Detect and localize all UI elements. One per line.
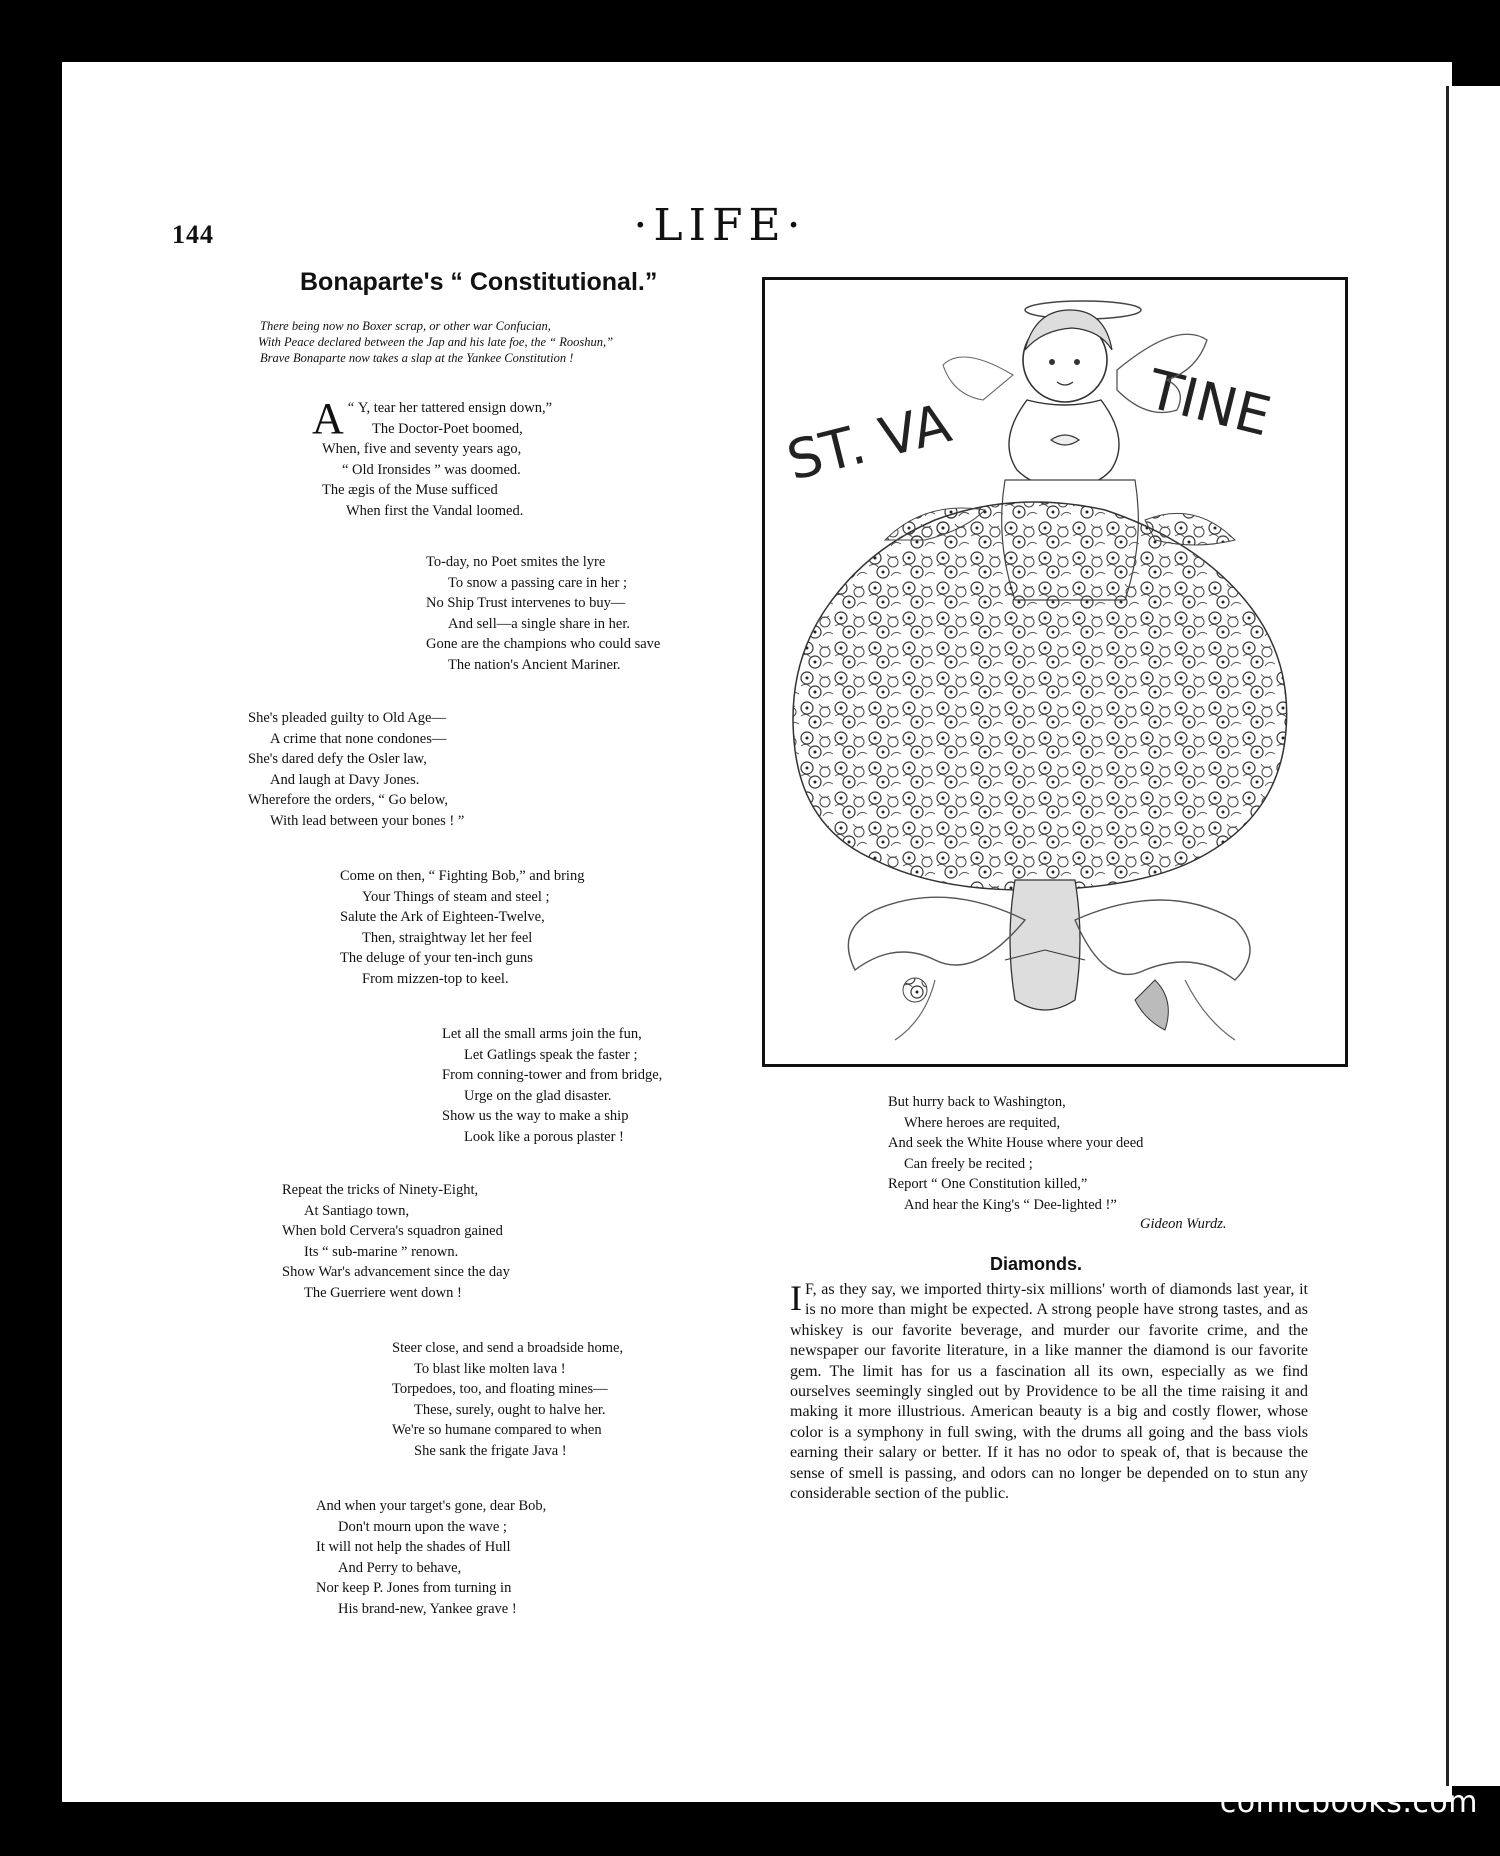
- stanza-line: From mizzen-top to keel.: [362, 970, 509, 987]
- stanza-line: She's dared defy the Osler law,: [248, 751, 427, 767]
- stanza-line: The ægis of the Muse sufficed: [322, 482, 498, 498]
- stanza-line: She's pleaded guilty to Old Age—: [248, 710, 446, 726]
- article-body: [790, 1280, 1308, 1504]
- stanza-line: And Perry to behave,: [338, 1559, 462, 1576]
- stanza-line: Wherefore the orders, “ Go below,: [248, 792, 448, 808]
- stanza-line: No Ship Trust intervenes to buy—: [426, 595, 626, 611]
- stanza-line: She sank the frigate Java !: [414, 1442, 567, 1459]
- stanza-line: Torpedoes, too, and floating mines—: [392, 1381, 608, 1397]
- adjacent-page-edge: [1452, 86, 1500, 1786]
- stanza-line: Steer close, and send a broadside home,: [392, 1340, 624, 1356]
- stanza-line: From conning-tower and from bridge,: [442, 1067, 663, 1083]
- stanza-line: To blast like molten lava !: [414, 1360, 566, 1377]
- dropcap-letter: A: [312, 394, 344, 443]
- stanza-line: With lead between your bones ! ”: [270, 812, 465, 829]
- stanza-line: And seek the White House where your deed: [888, 1135, 1144, 1151]
- masthead-title: ·LIFE·: [633, 200, 807, 251]
- stanza-line: A crime that none condones—: [270, 730, 447, 747]
- poem-stanza-4: [340, 866, 584, 989]
- article-dropcap: I: [790, 1278, 802, 1318]
- poem-stanza-6: [282, 1180, 510, 1303]
- stanza-line: When, five and seventy years ago,: [322, 441, 522, 457]
- stanza-line: When first the Vandal loomed.: [346, 502, 524, 519]
- stanza-line: Look like a porous plaster !: [464, 1128, 624, 1145]
- stanza-line: “ Old Ironsides ” was doomed.: [342, 461, 521, 478]
- stanza-line: His brand-new, Yankee grave !: [338, 1600, 517, 1617]
- stanza-line: Urge on the glad disaster.: [464, 1087, 612, 1104]
- article-text: F, as they say, we imported thirty-six millions' worth of diamonds last year, it is no more than might be expected. A strong people have strong tastes, and as whiskey is our favorite beverage, and murder our favorite crime, and the newspaper our favorite literature, in a like manner the diamond is our favorite gem. The limit has for us a fascination all its own, especially as we find ourselves seemingly singled out by Providence to be all the time raising it and making it more illustrious. American beauty is a big and costly flower, whose color is a symphony in full swing, with the drums all going and the bass viols earning their salary or better. If it has no odor to speak of, that is because the sense of smell is passing, and odors can no longer be depended on to stun any considerable section of the public.: [790, 1281, 1308, 1503]
- stanza-line: And sell—a single share in her.: [448, 615, 631, 632]
- stanza-line: These, surely, ought to halve her.: [414, 1401, 606, 1418]
- epigraph-line: With Peace declared between the Jap and his late foe, the “ Rooshun,”: [258, 335, 614, 349]
- stanza-line: Gone are the champions who could save: [426, 636, 661, 652]
- cherub-in-flowers-drawing: [765, 280, 1345, 1064]
- stanza-line: Report “ One Constitution killed,”: [888, 1176, 1088, 1192]
- stanza-line: When bold Cervera's squadron gained: [282, 1223, 503, 1239]
- stanza-line: To-day, no Poet smites the lyre: [426, 554, 606, 570]
- stanza-line: Repeat the tricks of Ninety-Eight,: [282, 1182, 479, 1198]
- stanza-line: Y, tear her tattered ensign down,”: [357, 400, 553, 416]
- stanza-line: The Guerriere went down !: [304, 1284, 462, 1301]
- opening-quote: “: [347, 400, 355, 416]
- stanza-line: And hear the King's “ Dee-lighted !”: [904, 1196, 1117, 1213]
- epigraph-line: Brave Bonaparte now takes a slap at the Yankee Constitution !: [260, 351, 574, 365]
- poem-stanza-7: [392, 1338, 623, 1461]
- stanza-line: Come on then, “ Fighting Bob,” and bring: [340, 868, 585, 884]
- poem-stanza-1: [312, 394, 553, 521]
- stanza-line: Don't mourn upon the wave ;: [338, 1518, 507, 1535]
- st-valentine-illustration: [762, 277, 1348, 1067]
- stanza-line: The Doctor-Poet boomed,: [372, 420, 523, 437]
- stanza-line: Let all the small arms join the fun,: [442, 1026, 642, 1042]
- poem-closing-stanza: [888, 1092, 1143, 1215]
- stanza-line: Its “ sub-marine ” renown.: [304, 1243, 459, 1260]
- stanza-line: Show us the way to make a ship: [442, 1108, 629, 1124]
- stanza-line: Then, straightway let her feel: [362, 929, 533, 946]
- stanza-line: Where heroes are requited,: [904, 1114, 1061, 1131]
- poem-epigraph: [258, 318, 758, 366]
- poem-signature: Gideon Wurdz.: [1140, 1216, 1227, 1232]
- stanza-line: It will not help the shades of Hull: [316, 1539, 511, 1555]
- stanza-line: Can freely be recited ;: [904, 1155, 1033, 1172]
- stanza-line: Salute the Ark of Eighteen-Twelve,: [340, 909, 545, 925]
- stanza-line: And when your target's gone, dear Bob,: [316, 1498, 547, 1514]
- illustration-caption-left: ST. VA: [780, 391, 957, 493]
- stanza-line: Nor keep P. Jones from turning in: [316, 1580, 512, 1596]
- illustration-caption-right: TINE: [1141, 357, 1277, 449]
- stanza-line: Your Things of steam and steel ;: [362, 888, 550, 905]
- stanza-line: We're so humane compared to when: [392, 1422, 602, 1438]
- poem-stanza-3: [248, 708, 464, 831]
- page-number: 144: [172, 220, 214, 249]
- stanza-line: Let Gatlings speak the faster ;: [464, 1046, 638, 1063]
- poem-stanza-8: [316, 1496, 546, 1619]
- article-title: Diamonds.: [990, 1254, 1083, 1274]
- stanza-line: At Santiago town,: [304, 1202, 410, 1219]
- stanza-line: Show War's advancement since the day: [282, 1264, 510, 1280]
- stanza-line: And laugh at Davy Jones.: [270, 771, 420, 788]
- stanza-line: But hurry back to Washington,: [888, 1094, 1066, 1110]
- poem-title: Bonaparte's “ Constitutional.”: [300, 268, 658, 296]
- epigraph-line: There being now no Boxer scrap, or other war Confucian,: [260, 319, 551, 333]
- poem-stanza-2: [426, 552, 660, 675]
- poem-stanza-5: [442, 1024, 662, 1147]
- page-gutter: [1446, 86, 1449, 1786]
- stanza-line: The deluge of your ten-inch guns: [340, 950, 533, 966]
- stanza-line: The nation's Ancient Mariner.: [448, 656, 621, 673]
- site-watermark: comicbooks.com: [1219, 1785, 1478, 1820]
- stanza-line: To snow a passing care in her ;: [448, 574, 627, 591]
